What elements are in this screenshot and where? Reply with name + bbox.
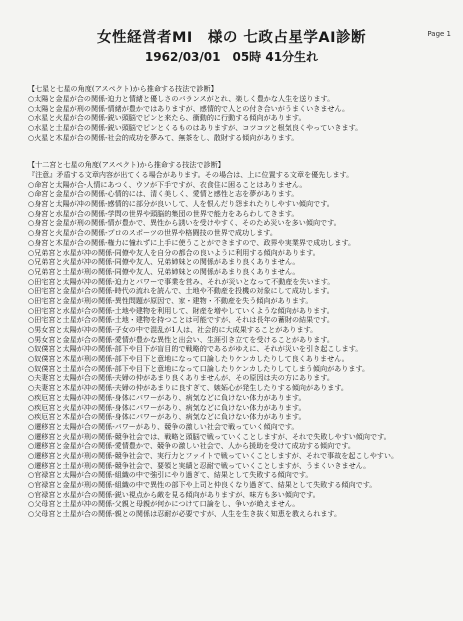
diagnosis-line: ○身宮と火星が合の関係-プロのスポーツの世界や格闘技の世界で成功します。 <box>28 228 277 238</box>
aspect-section <box>28 84 458 142</box>
diagnosis-line: ○身宮と太陽が冲の関係-感情的に部分が良いして、人を恨んだり怨まれたりしやすい傾向です。 <box>28 199 334 209</box>
diagnosis-line: ○夫妻宮と太陽が合の関係-夫婦の仲があまり良くありませんが、その原因は夫の方にあります。 <box>28 373 334 383</box>
diagnosis-line: ○疾厄宮と太陽が冲の関係-身体にパワーがあり、病気などに負けない体力があります。 <box>28 392 306 402</box>
diagnosis-line: ○田宅宮と金星が刑の関係-異性問題が原因で、家・建物・不動産を失う傾向があります。 <box>28 295 313 305</box>
diagnosis-line: ○火星と木星が合の関係-社会的成功を夢みて、無茶をし、散財する傾向があります。 <box>28 132 299 142</box>
diagnosis-line: ○官禄宮と金星が刑の関係-組織の中で異性の部下や上司と仲良くなり過ぎて、結果として失敗する傾向です。 <box>28 480 377 489</box>
diagnosis-line: ○奴僕宮と土星が合の関係-部下や目下と意地になって口論したりケンカしたりしてしまう傾向があります。 <box>28 363 370 373</box>
document-title: 女性経営者MI 様の 七政占星学AI診断 <box>97 30 366 46</box>
diagnosis-line: 『注意』矛盾する文章内容が出てくる場合があります。その場合は、上に位置する文章を優先します。 <box>28 170 354 179</box>
page-number: Page 1 <box>427 30 451 38</box>
diagnosis-line: ○遷移宮と金星が合の関係-愛情豊かで、競争の激しい社会で、人から援助を受けて成功する傾向です。 <box>28 441 355 451</box>
diagnosis-line: ○太陽と金星が合の関係-迫力と情緒と優しさのバランスがとれ、楽しく豊かな人生を送ります。 <box>28 94 335 103</box>
diagnosis-line: ○身宮と金星が刑の関係-情が豊かで、異性から誘いを受けやすく、そのため災いを多い傾向です。 <box>28 218 341 228</box>
diagnosis-line: ○遷移宮と太陽が合の関係-パワーがあり、競争の激しい社会で戦っていく傾向です。 <box>28 421 299 431</box>
diagnosis-line: ○田宅宮と金星が合の関係-時代の流れを読んで、土地や不動産を投機の対象にして成功します。 <box>28 286 334 296</box>
diagnosis-line: ○遷移宮と火星が刑の関係-競争社会で、実行力とファイトで戦っていくことしますが、それで事故を起こしやすい。 <box>28 450 399 460</box>
diagnosis-line: ○男女宮と太陽が冲の関係-子女の中で混乱が1人は、社会的に大成果することがあります。 <box>28 325 318 334</box>
palace-lines <box>28 170 458 519</box>
section-heading: 【七星と七星の角度(アスペクト)から推命する技法で診断】 <box>28 84 218 93</box>
diagnosis-line: ○命宮と金星が合の関係-心情的には、清く美しく、愛情と感性と志を夢があります。 <box>28 189 299 199</box>
diagnosis-line: ○官禄宮と水星が合の関係-鋭い視点から敵を見る傾向がありますが、味方も多い傾向です。 <box>28 489 320 499</box>
diagnosis-line: ○水星と土星が合の関係-鋭い頭脳でピンとくるものはありますが、コツコツと根気良くやっていきます。 <box>28 123 363 133</box>
diagnosis-line: ○父母宮と土星が冲の関係-父親と母親が何かにつけて口論をし、争いが絶えません。 <box>28 499 300 509</box>
diagnosis-line: ○太陽と金星が刑の関係-情緒が豊かではありますが、感情的で人との付き合いがうまくいきません。 <box>28 103 350 113</box>
diagnosis-line: ○兄弟宮と土星が刑の関係-同僚や友人、兄弟姉妹との関係があまり良くありません。 <box>28 266 300 276</box>
diagnosis-line: ○身宮と水星が合の関係-学問の世界や頭脳的集団の世界で能力をあらわしてきます。 <box>28 208 299 218</box>
birth-datetime: 1962/03/01 05時 41分生れ <box>144 50 319 64</box>
diagnosis-line: ○奴僕宮と木星が刑の関係-部下や目下と意地になって口論したりケンカしたりして良くありません。 <box>28 354 349 364</box>
diagnosis-line: ○男女宮と金星が合の関係-愛情が豊かな異性と出会い、生涯引き立てを受けることがあります。 <box>28 334 334 344</box>
diagnosis-line: ○兄弟宮と火星が冲の関係-同僚や友人、兄弟姉妹との関係があまり良くありません。 <box>28 257 300 267</box>
diagnosis-line: ○遷移宮と土星が刑の関係-競争社会で、要領と実績と忍耐で戦っていくことしますが、うまくいきません。 <box>28 460 371 470</box>
diagnosis-line: ○夫妻宮と木星が冲の関係-夫婦の仲があまりに良すぎて、嫉妬心が発生したりする傾向があります。 <box>28 383 348 393</box>
diagnosis-line: ○命宮と太陽が合-人情にあつく、ウソが下手ですが、衣食住に困ることはありません。 <box>28 179 307 189</box>
palace-section <box>28 160 458 519</box>
diagnosis-line: ○疾厄宮と木星が合の関係-身体にパワーがあり、病気などに負けない体力があります。 <box>28 412 306 422</box>
diagnosis-line: ○疾厄宮と火星が冲の関係-身体にパワーがあり、病気などに負けない体力があります。 <box>28 402 306 412</box>
diagnosis-line: ○田宅宮と太陽が冲の関係-迫力とパワーで事業を営み、それが災いとなって不動産を失います。 <box>28 276 335 286</box>
diagnosis-line: ○身宮と木星が合の関係-権力に憧れずに上手に使うことができますので、政界や実業界で成功します。 <box>28 237 356 247</box>
diagnosis-line: ○田宅宮と土星が合の関係-土地・建物を持つことは可能ですが、それは長年の蓄財の結果です。 <box>28 315 334 325</box>
diagnosis-line: ○父母宮と土星が合の関係-親との関係は忍耐が必要ですが、人生を生き抜く知恵を教えられます。 <box>28 509 342 519</box>
diagnosis-line: ○田宅宮と水星が合の関係-土地や建物を利用して、財産を増やしていくような傾向があります。 <box>28 305 334 315</box>
aspect-lines <box>28 94 458 142</box>
section-heading: 【十二宮と七星の角度(アスペクト)から推命する技法で診断】 <box>28 160 225 169</box>
diagnosis-line: ○官禄宮と太陽が合の関係-組織の中で強引にやり過ぎて、結果として失敗する傾向です。 <box>28 470 313 480</box>
diagnosis-line: ○兄弟宮と水星が冲の関係-同僚や友人を自分の都合の良いように利用する傾向があります。 <box>28 247 320 257</box>
diagnosis-line: ○水星と火星が合の関係-鋭い頭脳でピンと来たら、衝動的に行動する傾向があります。 <box>28 113 306 123</box>
diagnosis-line: ○奴僕宮と太陽が冲の関係-部下や目下が盲目的で戦略的であるがゆえに、それが災いを引き起こします。 <box>28 344 363 354</box>
diagnosis-line: ○遷移宮と火星が刑の関係-競争社会では、戦略と頭脳で戦っていくことしますが、それで失敗しやすい傾向です。 <box>28 431 391 441</box>
